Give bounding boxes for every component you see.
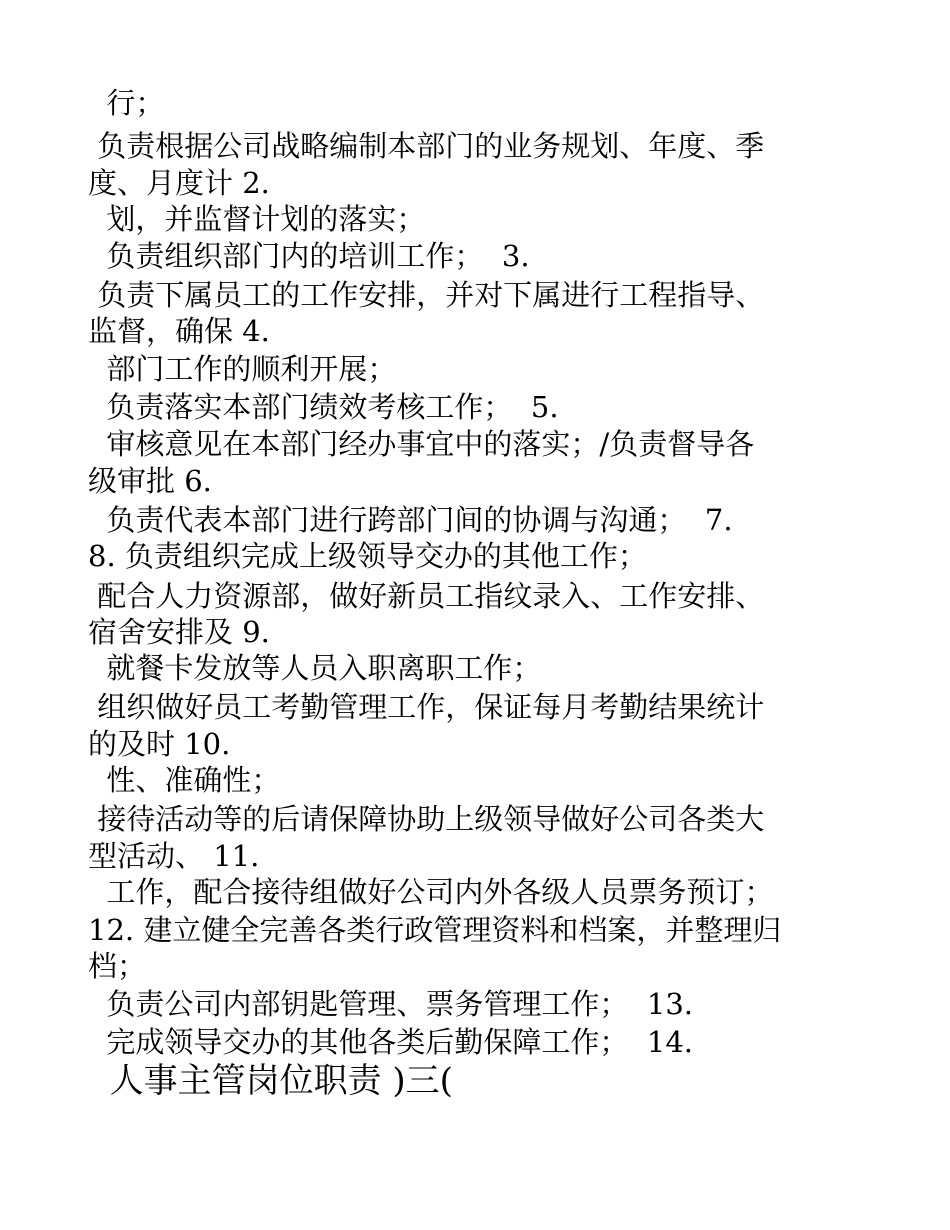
text-line: 型活动、 11. [88, 839, 260, 873]
text-line: 监督，确保 4. [88, 314, 270, 348]
text-line: 负责根据公司战略编制本部门的业务规划、年度、季 [88, 129, 765, 163]
text-line: 行； [88, 86, 165, 120]
text-line: 就餐卡发放等人员入职离职工作； [88, 651, 542, 685]
text-line: 宿舍安排及 9. [88, 615, 270, 649]
text-line: 负责落实本部门绩效考核工作； 5. [88, 390, 559, 424]
text-line: 完成领导交办的其他各类后勤保障工作； 14. [88, 1025, 693, 1059]
text-line: 度、月度计 2. [88, 166, 270, 200]
text-line: 划，并监督计划的落实； [88, 202, 426, 236]
text-line: 负责公司内部钥匙管理、票务管理工作； 13. [88, 987, 693, 1021]
text-line: 负责下属员工的工作安排，并对下属进行工程指导、 [88, 278, 765, 312]
section-title: 人事主管岗位职责 )三( [88, 1061, 453, 1101]
text-line: 级审批 6. [88, 464, 212, 498]
text-line: 接待活动等的后请保障协助上级领导做好公司各类大 [88, 802, 765, 836]
text-line: 负责代表本部门进行跨部门间的协调与沟通； 7. [88, 503, 733, 537]
text-line: 负责组织部门内的培训工作； 3. [88, 239, 530, 273]
text-line: 部门工作的顺利开展； [88, 352, 397, 386]
text-line: 的及时 10. [88, 727, 231, 761]
text-line: 档； [88, 949, 147, 983]
text-line: 审核意见在本部门经办事宜中的落实；/负责督导各 [88, 427, 755, 461]
text-line: 8. 负责组织完成上级领导交办的其他工作； [88, 539, 647, 573]
text-line: 组织做好员工考勤管理工作，保证每月考勤结果统计 [88, 690, 765, 724]
text-line: 12. 建立健全完善各类行政管理资料和档案，并整理归 [88, 913, 782, 947]
text-line: 配合人力资源部，做好新员工指纹录入、工作安排、 [88, 579, 765, 613]
text-line: 工作，配合接待组做好公司内外各级人员票务预订； [88, 875, 774, 909]
text-line: 性、准确性； [88, 763, 281, 797]
